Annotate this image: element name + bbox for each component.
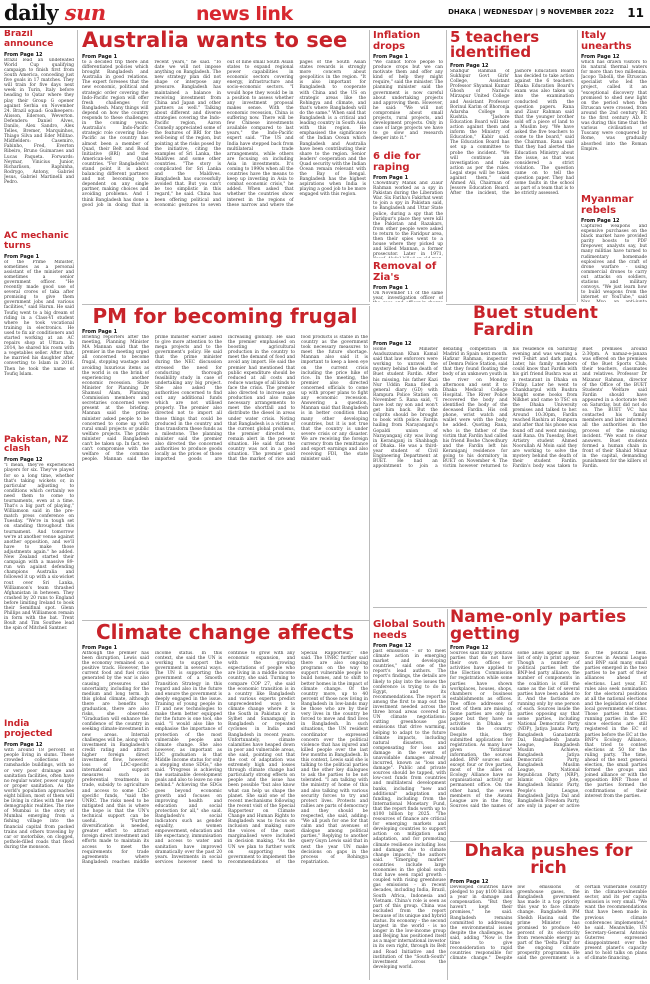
logo-daily: daily	[4, 0, 58, 25]
ac-headline[interactable]: AC mechanic turns	[4, 230, 69, 251]
myanmar-headline[interactable]: Myanmar rebels	[581, 194, 634, 216]
australia-from: From Page 1	[82, 54, 118, 60]
india-from: From Page 12	[4, 742, 43, 749]
inflation-column	[373, 30, 443, 302]
six-die-body: Chowdhury Manik and Ziaur Rahman worked as a spy in Pakistan during the Liberation War. Six Fariha's Fakirhat went to join a spy in Pakistan said, to Bangladesh and Uttar State police, during a spy that the Faridpur's place they were kill the Pakistan and Razakars, from other people were asked to return to the Faridpur area, then their spies went to a house where they picked up and killed Mannan, a former prosecutor. Later in 1971,	[373, 181, 443, 258]
pakistan-body: "I mean, they've experienced players for six. They've played for so a long time, whether that's taking wickets or, in particular adjusting to conditions which certainly we need them to come to tournaments, even at a time. That's a big part of playing," Williamson said in the pre-match press conference on Tuesday. "We're in tough set on standing throughout this tournament. And tomorrow we're at another venue against another opposition, and we'll have to make those adjustments again." he added. New Zealand started their campaign with a massive 89-run win against defending champions Australia and followed it up with a six-wicket rout over Sri Lanka, Williamson's team thrashed Afghanistan in between. They crashed by 20 runs to England before limiting Ireland to book their Semifinal spot. Glenn Phillips and Williamson remain in form with the bat. Trent Boult and Tim Southee lead the spin of Mitchell Santner.	[4, 463, 74, 632]
issue-date: DHAKA | WEDNESDAY | 9 NOVEMBER 2022	[448, 8, 614, 16]
masthead	[0, 0, 650, 28]
dhaka-push-body: Developed countries have pledged to pay $100 billion a year in damage and compensation. "But they haven't kept their promises," he said. Bangladesh remains committed to addressing the environmental issues despite the challenges, he said, adding "Now is the time to give reconsideration to rapid countries responsible for climate change." Despite low emissions of greenhouse gases, the Bangladesh government has made it a top priority this year to face climate change. Bangladesh PM Sheikh Hasina said the prime Minister has promised to produce 40 percent of its electricity from renewable energy as part of the "Delta Plan" for the ongoing climate prosperity programme. He said the government is a certain Vulnerable country in the climate-vulnerable sector, and its per capita emission is very small. "We want the recommendations that have been made in previous climate conferences implemented," he said. Meanwhile, UN Secretary-General Antonio Guterres expressed disappointment over the present planet's capacity and to hold talks on plans of climate financing.	[450, 885, 647, 962]
page-number: 11	[627, 6, 644, 20]
newspaper-logo	[4, 0, 106, 25]
climate-story	[82, 622, 368, 980]
climate-body: Although the premier has been disruption, Lewis said the economy remained on a positive track. However, the current food and fuel crisis generated by the war is also causing pressures and uncertainty, including for the medium and long term. In this global climate, although there are benefits to graduation, there are also risks, she observed. "Graduation will enhance the confidence of the country in seeking climate-investment in new areas. Internal challenges will be, along with investment in Bangladesh's credit rating and attract higher foreign direct investment flow, however, loss of LDC-specific international support measures such as preferential treatments in trade, subsidy to agriculture and access to some LDC-specific funds, "said the UNRC. The risks need to be mitigated and this is where the hope is that the UN's technical support can be useful. "Further diversification is needed, greater effort to attract foreign direct investment and efforts made to maintain its access to meet the requirements for trade agreements where Bangladesh reaches middle income status. In this context, she said the UN is working to support the government in several ways. The UN is supporting the government of a Smooth Transition Strategy in this regard and also in the future and ensure the government is deeply engaged in the issue. Training of young people in IT and new technologies to make them better equipped for the future is one tool, she said. "I would also like to emphasise the importance of protection of the most vulnerable people and climate change. She also however, as important as LDC graduation is that Middle Income status for only a stepping stone SDGs," she said. "Progress is achieving the sustainable development goals and also to leave no one behind." Achieving the SDGs goes beyond economic growth and focuses on improving health and education and social protection for all," she said. Bangladesh's social indicators such as gender equality, women empowerment, education and life expectancy, immunisation and access to water and sanitation have improved dramatically over the past 20 years. Investments in social services however need to continue to grow with any economic expansion, and with the growing expectations of people who are living in a middle income country, she said. Turning to compare COP 27, she said the economic transition is in a country like Bangladesh and various experts predict unprecedented ways to climate change where it is the South in Pakistan or in Sylhet and Sunamganj in Bangladesh or repeated cyclones in India and Bangladesh in recent years. Unfortunately, climate calamities have heaped down in poor and vulnerable areas, she said, pointing out that the cost of adaptation was extremely high and losses through climate change had particularly strong effects on people and the issue has been possible "but also know what can help us shape the planet. She said one of the recent mechanisms following the recent visit of the Special Rapporteur on Climate Change and Human Rights to Bangladesh was to focus on inclusion and making sure the voices of the most marginalised were included in decision making. "As the UN we plan to further work on supporting the government to implement the recommendations of the Special Rapporteur," she said. The UNRC further said there are also ongoing programs on the way to support vulnerable people to build homes, and to shift to better homes in the impact of climate change. Of the country more, up to 40 percent of those now living in Bangladesh in low-lands may be those who are by their very lives in the country be forced to move and find lives in Bangladesh. In such situations, the UN resident coordinator expressed concern over the political violence that has injured and killed people over the last few months in Bangladesh. In this context, Lewis said she is talking to the political parties and the other key dialogues to ask the parties to be not tolerated. "I am talking with the ministry of home of this and also talking with various security forces to try and protect lives. Protests and rallies are parts of democracy and they should be respected, she said, adding: "We all push for one for that calm and that avenues of dialogue among political parties." Replying to another query Guyn Lewis said that in next the year UN make decisions on gaps in the process of Rohingya repatriation.	[82, 651, 368, 865]
removal-from: From Page 1	[373, 285, 409, 291]
logo-sun: sun	[64, 0, 106, 25]
dhaka-push-story	[450, 843, 647, 980]
column-divider	[577, 30, 578, 302]
pm-story	[82, 306, 368, 618]
ac-body: of the Prime Minister, sometimes as a personal assistant of the minister and sometimes a senior government officer. "He recently made good use of several crores of taka after promising to give them government jobs and various facilities," said Harun. He said Toufiq went to a big dream of riding in a Class-VI student where he took vocational training in electronics. He used to fix air conditioners and started working at an AC repairs shop at Uttara. In 2014, he shared his room with a vegetables seller. After that, he married his daughter after converting to Islam in 2016. Then he took the name of Toufiq Islam.	[4, 259, 74, 377]
six-die-from: From Page 1	[373, 175, 409, 181]
row-divider	[373, 607, 647, 608]
column-divider	[447, 609, 448, 980]
column-divider	[369, 306, 370, 980]
ac-from: From Page 1	[4, 253, 40, 260]
teachers-from: From Page 12	[450, 63, 489, 69]
brazil-from: From Page 12	[4, 51, 43, 58]
buet-body: Home Minister Asaduzzaman Khan Kamal said that law enforcers were working to unravel the mystery behind the death of Buet student Fardin. After his missing, his father Kazi Nur Uddin Rana filed a general diary (GD) with Rampura Police Station on November 5. Rana said, "I have lost my son and won't get him back. But the culprits should be brought to book with police. Fardin hailing from Narayanganj's Gopaldi union of Narayanganj city was living in Keraniganj in Shahbagh of Dhaka. He was a third-year student of Civil Engineering Department at BUET. He had an appointment to join a debating competition in Madrid in Spain next month. Hafizur Rahman, inspector of Demra Police Station, said that they found floating the body of an unknown youth in the river on Monday afternoon and sent it to Dhaka Medical College Hospital. The River Police recovered the body and identified the body of the deceased Fardin. His cell phone, wrist watch and wallet were with the body, he added. Quoting Rana, who is the father of the victim that Fardin had called his friend Boshe Chowdhury and the Fardin left his Keraniganj residence for going to his dormitory in BUET on November 4. The victim however returned to his residence on Saturday evening and was wearing a red T-shirt and dark pants. Later, his family members could know that Fardin with his girl friend Bushra was at a restaurant in Dhaka on Friday. Later he went to Chankharpul with Bushra bought some books from Nilkhet and came to TSC on the Dhaka University premises and talked to her. Around 10:30pm, Fardin reached Rashira at Rampura and after that his phone was found off and went missing, said Rana. On Tuesday, Buet Artistry student Ahmed Noorullah Al Moin said they are working to solve the mystery behind the death of their student Fardin. Fardin's body was taken to Buet premises around 2:30pm. A namaz-e-janaza was offered on the premises of the Buet Sports Club, their teachers, classmates and relatives. Professor Dr Mizanur Rahman, director of the Office of the BUET Students' Welfare said Fardin should have appeared in a doctorate test on Saturday, but did not do so. The BUET VC has contacted his family members and later informed all the authorities in the process of the missing incident. "We want to clear answers. Buet students formed a human chain in front of their Shahid Minar in the capital, demanding punishment for the killers of Fardin.	[373, 347, 647, 470]
teachers-story	[450, 30, 574, 302]
column-divider	[369, 30, 370, 302]
australia-body: to a decided trip there and differentiated policies which brought Bangladesh and Australia in good relations. The expert foresees that the new economic, political and strategic order covering the Indo-Pacific region will offer fresh challenges for Bangladesh. Many things will depend on how the country responds to these challenges in the coming years. Australia's Indo-Pacific strategic role covering Indo-Pacific as the country has almost been a member of Quad, their Belt and Road Initiative (BRI) and the American-led Quad countries. "For Bangladesh's stand point it is about balancing different partners and not becoming too dependent on any single partner, making choices and avoiding problems. And I think Bangladesh has done a good job in doing that in recent years," he said. "To date we will not impose anything on Bangladesh. The new strategy plan did not shape or interpose any pressure. Bangladesh has maintained a balance in receiving investment from China and Japan and other partners as well." Talking about different and diverse strategies covering the Indo-Pacific region, Aaron Connelly appreciated some of the features of BRI for the well-being of the region, but pointing at the risks posed by the initiative, citing the examples of Sri Lanka, the Maldives and some other countries. "The story is complicated for Sri Lanka and the Maldives. Bangladesh has successfully avoided that. But you can't be too simplistic in this regard," he said. China has been offering political and economic gestures to seven out of nine small South Asian states to expand regional power capabilities in economic sectors covering energy, infrastructure and socio-economic sectors. "I would hope they would be in a position to assess whether any investment proposal makes sense. With the economic recession, China is suffering now. There will be few Chinese investments available compared to last years," the Indo-Pacific expert said. "The US and India have stepped back from multilateral trade arrangements, while others are focusing on including Asia in investments. It's coming to 1990s when all the countries have the means to keep up investing in Asia to combat economic crisis," he added. When asked that whether the countries show interest in the regions of these narrow and where the pages of the South Asian states rewards is strongly more concern about geopolitics in the region. "It is also important for Bangladesh to cooperate with China and the US on strategic areas like the Rohingya and climate, and that's where Bangladesh will do the same." When said that Bangladesh is a critical and leading country in South Asia with this region. He emphasised the significance of the Indian Ocean which Bangladesh and Australia have been contributing their share to the region. Senior leaders' cooperation and the Quad security with the Indian Ocean remain relevant with the Bay of Bengal. Bangladesh has the highest aspirations when India is playing a good job to be more engaged with this region.	[82, 60, 366, 208]
dhaka-push-from: From Page 12	[450, 879, 489, 885]
inflation-from: From Page 1	[373, 54, 409, 60]
australia-headline[interactable]: Australia wants to see	[82, 30, 348, 52]
global-south-from: From Page 12	[373, 643, 412, 649]
row-divider	[450, 841, 647, 842]
removal-body: On November 11 of the same year, investigation officer of	[373, 291, 443, 302]
italy-body: which has drawn visitors to its natural thermal waters for more than two millennia. Jacopo Tabolli, the Etruscan specialist who led the project, called it an "exceptional discovery that promised to shed new light on the period when the Etruscan were crossed, from around the 2nd century BC to the first century AD. It was during this time that the various civilisation of Tuscany were conquered by Rome, was gradually absorbed into the Roman Empire.	[581, 60, 647, 152]
column-divider	[77, 30, 78, 980]
column-divider	[446, 30, 447, 302]
global-south-headline[interactable]: Global South needs	[373, 619, 446, 641]
brazil-body: Brazil lead an undefeated World Cup qualifying campaign to finish first from South America, conceding just five goals in 17 matches. They will train for five days next week in Turin, Italy before heading to Qatar where they play their Group G opener against Serbia on November 24. Brazil squad: Goalkeepers: Alisson, Ederson, Weverton. Defenders: Daniel Alves, Danilo, Alex Sandro, Alex Telles, Bremer, Marquinhos, Thiago Silva and Eder Militao. Midfielders: Casemiro, Fabinho, Fred, Everton Ribeiro, Bruno Guimaraes and Lucas Paqueta. Forwards: Neymar, Vinicius Junior, Richarlison, Raphinha, Rodrygo, Antony, Gabriel Jesus, Gabriel Martinelli and Pedro.	[4, 57, 74, 186]
left-column	[4, 30, 74, 980]
global-south-body: past emissions - or to meet climate action in emerging market and developing countries," said one of the report's lead authors. The report's findings, the details are likely to play into the issues the conference is trying to do in Egypt, and its recommendations. The report is among the first to map out the investment needed across the three broad areas covered in UN climate negotiations: cutting greenhouse gas emissions that drive warming, helping to adapt to the future climate impacts, including natural disasters, and compensating for loss and damage in the event of unavoidable damages already incurred, known as "loss and damage". Public and private sources should be tapped, with low-cost funds from countries and multilateral development banks, including "new and additional" adaptation and funding, including from the International Monetary Fund, that the report finds worth up to $100 billion by 2025. "The resources of finance are critical for emerging markets and developing countries to support action on mitigation and adaptation, and for promoting climate resilience including loss and damage due to climate change impacts," the authors said. "Emerging market" countries include large economies in the global south that have seen rapid growth - coupled with rising greenhouse gas emissions - in recent decades, including India, Brazil, South Africa, Indonesia and Vietnam. China's role is seen as part of this group. China was excluded from the report because of its unique and hybrid status. Its economy - the second largest in the world - is no longer in the low-income group and Beijing has positioned itself as a major international investor in its own right, through its Belt and Road Initiative and the institution of the "South-South" investment across the developing world.	[373, 649, 446, 970]
buet-headline[interactable]: Buet student Fardin	[473, 305, 598, 340]
brazil-headline[interactable]: Brazil announce	[4, 30, 54, 49]
india-body: with around 18 percent of people living in slums. These crowded collections of ramshackle buildings, with no or very poor drainage and sanitation facilities, often have no regular water, power supply or proper sanitation. As the world's population approaches eight billion, most of them will be living in cities with the new demographic realities. The rise of Mumbai is the story of Mumbai emerging from a fishing village into the financial capital from packed trains and others traveling by car or motorbike, on clogged, pothole-filled roads that flood during the monsoon.	[4, 748, 74, 850]
dhaka-push-headline[interactable]: Dhaka pushes for rich	[464, 843, 633, 878]
six-die-headline[interactable]: 6 die for raping	[373, 151, 421, 173]
climate-from: From Page 1	[82, 645, 118, 651]
pm-from: From Page 1	[82, 329, 118, 335]
row-divider	[82, 304, 370, 305]
teachers-body: Shafiqur Rahman of Sukhipur Govt Girls' College, Assistant Professor Shyamal Kumar Ghosh of Narail's Mirzapur United College and Assistant Professor Borinul Karim of Bhoronja Adarsha College in Kushtia. "Jashore Education Board will take action against them and inform the Ministry of Education," Kabir said. The Education Board has set up a committee to probe the incident. "We will continue an investigation and take action as per the rules. Legal steps will be taken against them," said Ahmed Ali, Chairman of Jessore Education Board. After the incident, the Jashore Education Board has decided to take action against the 6 teachers. Dhaka Education Board's exam was also taken up into the examination conducted with the question papers. Rana and Ziaur Rahman said that the younger brother sold off a piece of land to a Muslim boy. "We have asked the five teachers to come to the board," said the Chairman. Rana said that they had alerted the Education Ministry about the issue, as that was considered a strict violation. The question came on to tell the question paper. They had some faults in the school as part of a team that is to be strictly assessed.	[450, 69, 574, 197]
pakistan-headline[interactable]: Pakistan, NZ clash	[4, 434, 69, 455]
australia-story	[82, 30, 366, 302]
myanmar-body: Captured weapons and expensive purchases on the black market have provided parity boosts to PDF firepower, analysts say, but many militias have turned to rudimentary homemade explosives and the craft of drone warfare - using commercial drones to carry out attacks on soldiers, stations and military convoys. "We just learn how to build weapons from the internet or YouTube," said	[581, 224, 647, 301]
buet-from: From Page 12	[373, 341, 412, 347]
row-divider	[82, 620, 370, 621]
pm-body: Briefing reporters after the meeting, Planning Minister MA Mannan said that the premier in the meeting urged all concerned to become frugal, stopping wastage and avoiding luxurious items as the world is on the brink of experiencing another economic recession. State Minister for Planning Dr Shamsul Alam, Planning Commission members and secretaries concerned were present at the briefing. Mannan said the prime minister asked people to be concerned to come up with rural small projects or public welfare projects. The prime minister said Bangladesh can't be taken up. In fact, we can't compromise with the welfare of the common people. Mannan said the prime minister earlier asked to give more attention to the mega projects and to the government's policy. He said that the prime minister during the NEC discussion stressed the need for conducting thorough feasibility study in case of undertaking any big project. She also asked the authorities concerned to find out any additional funds which are not utilised properly. The premier also directed not to import all those things that could be produced in the country and thus transform these funds as a milestone. The planning minister said the premier also directed the concerned authorities to produce goods locally as the prices of those imported goods are increasing globally. He said the premier emphasised on boosting agricultural production in the country to meet the demand of food and avoid any import. He said the premier had mentioned that public expenditure should be reduced at all costs and reduce wastage of all kinds to face the crisis. The premier also directed to increase gas production and also make necessary arrangements to meet the shortfall and to distribute the diesel in areas under water crisis. Noting that Bangladesh is a victim of the current global problems, the premier directed to remain alert in the present situation. He said that the country was not in a good situation. The premier said that the market of rice and food products is stable in the country as the government took necessary measures to meet the future shortage. Mannan also said it is important to keep a keen eye on the current crisis including the price hike of rice. In the meeting, the premier also directed concerned officials to come up with proper plans to fight any economic recession. Answering a question, Mannan said that Bangladesh is in better condition than many other developing countries, but it is not true that the country is under severe crisis or any disaster. We are receiving the foreign currency from the remittance and export earnings and also receiving FDI, the state minister said.	[82, 335, 368, 463]
pm-headline[interactable]: PM for becoming frugal	[92, 306, 358, 328]
name-only-body: Sources said many political parties that do not have their own offices or activities have applied to the Election Commission for registration while some parties have shown workplaces, houses, shops, chambers or business establishments as offices. The office addresses of most of them are missing. Some parties are only in paper but they have no activities in Dhaka or outside the country. Despite this, they submitted applications for registration. As many have given "fictitious" information, the sources added. BNP sources said except four or five parties, most of the allies of Ecology Alliance have no organisational activity or permanent office. On the other hand, the seven members of the Awami League are in the fray. Sources said the names of some allies appear in the list of only in print appear. Though a number of political parties left the BNP-led party alliance, the number of components in the coalition is still the same as the list of several parties have been added to it. And the factions are running only by one person of each. Sources inside the parties opposing say that some parties, including National Democratic Party (NDP), Jatiya Janata Party, Bangladesh Ganatantrik Dal, Bangladesh Janata League, Bangladesh Muslim Achieve, Bangladesh Jatiya Democratic Party, Bangladesh Muslim League, National Republican Party (NRP), Islamic Oikyo Jote, Bangladesh Islamic Party, People's League, Bangladesh Jatiya Dal and Bangladesh Freedom Party, are only in paper or active in the political field. Sources in Awami League and BNP said many small parties emerged in the two parties to be part of their alliances ahead of elections. Last year, EC rules also seek nomination for the electoral positions at all the national elections and the legislation of other local government elections. Those parties that are running parties in the EC since elections are still registered in the EC of parties before the EC at the BNP's Ecology Alliance, that tried to contest elections at 50 for the ruling party. The time, ahead of the next general election, the small parties formed the groups and joined alliance or with the opposition BNP. Those of the parties formed the confirmations of their interest from the parties.	[450, 651, 647, 809]
buet-story	[373, 305, 647, 605]
section-title: news link	[196, 3, 293, 25]
italy-from: From Page 12	[581, 54, 620, 60]
italy-column	[581, 30, 647, 302]
myanmar-from: From Page 12	[581, 218, 620, 224]
inflation-body: "We cannot force people to produce crops but we can motivate them and offer any kind of help they might require," said the minister. The planning minister said the government is now careful about undertaking projects and approving them. However, he said: "We will not compromise about small projects, rural projects, and development projects. Only in case of large projects we have to go slow and research deeper into it."	[373, 60, 443, 142]
name-only-story	[450, 609, 647, 839]
global-south-story	[373, 609, 446, 980]
italy-headline[interactable]: Italy unearths	[581, 30, 632, 52]
inflation-headline[interactable]: Inflation drops	[373, 30, 421, 52]
teachers-headline[interactable]: 5 teachers identified	[450, 30, 540, 61]
india-headline[interactable]: India projected	[4, 719, 53, 740]
pakistan-from: From Page 12	[4, 457, 43, 464]
name-only-from: From Page 12	[450, 645, 489, 651]
climate-headline[interactable]: Climate change affects	[95, 622, 355, 644]
removal-headline[interactable]: Removal of Zia's	[373, 261, 437, 283]
name-only-headline[interactable]: Name-only parties getting	[450, 609, 627, 644]
